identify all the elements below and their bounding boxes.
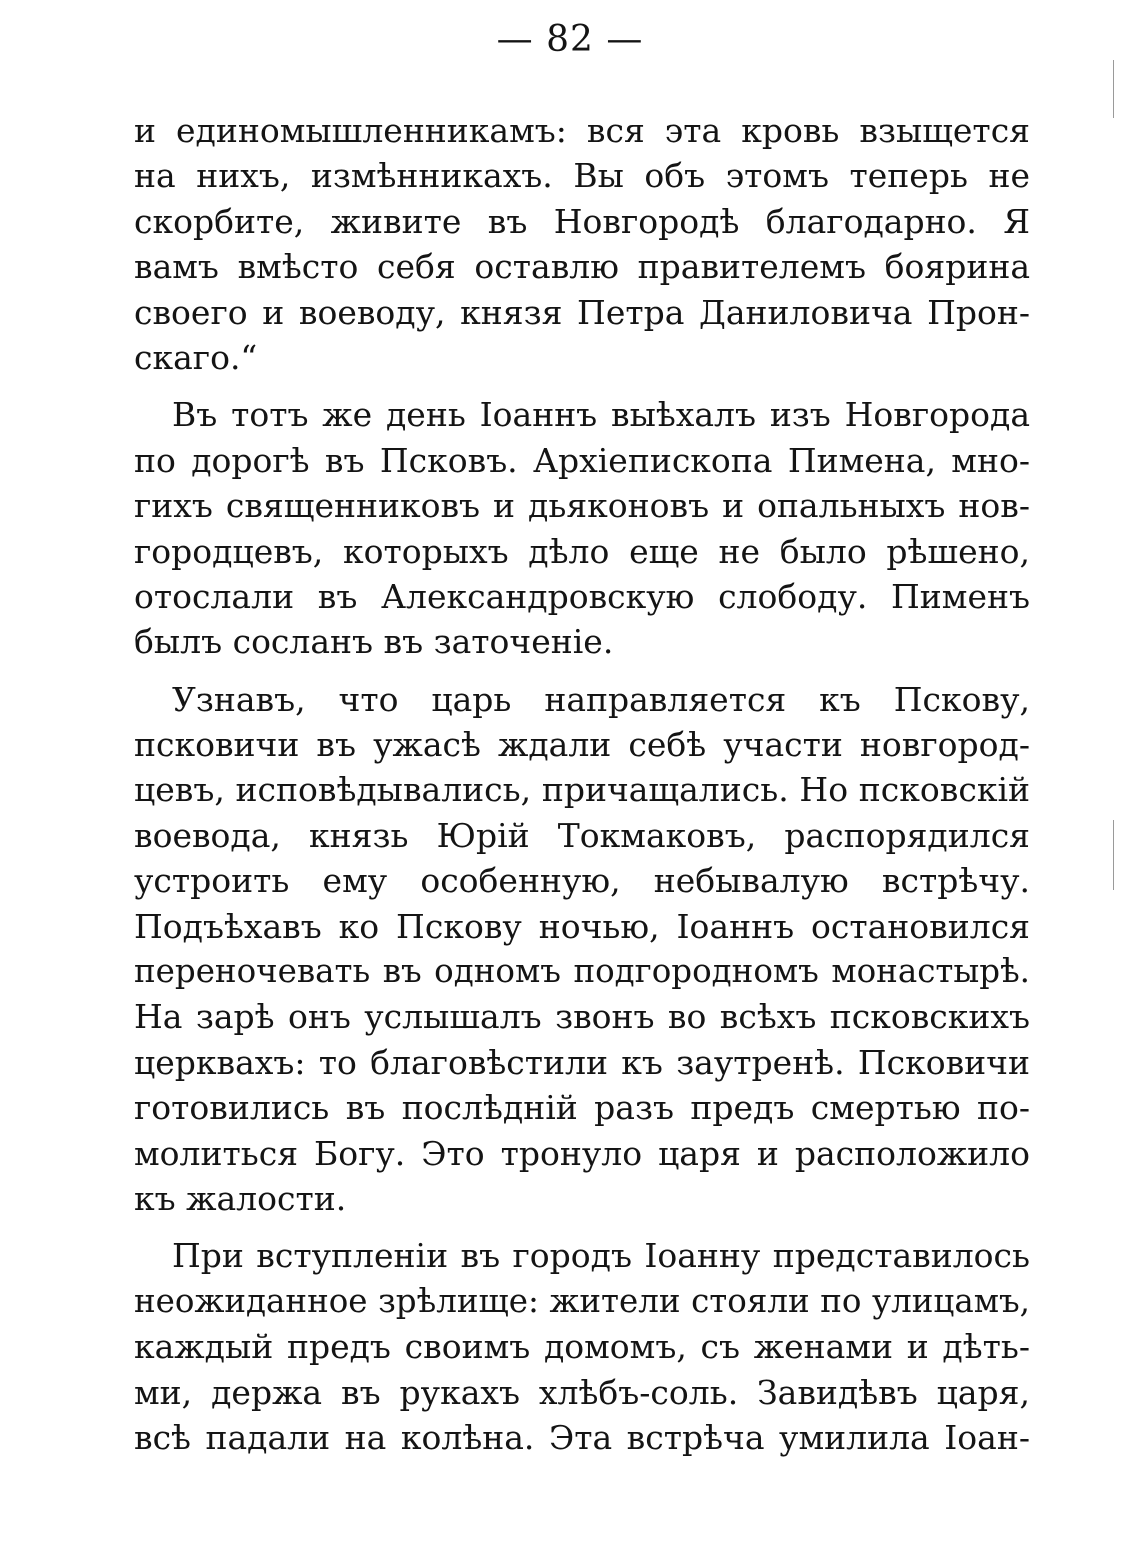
paragraph-gap <box>134 665 1030 677</box>
scan-edge-mark <box>1113 820 1114 890</box>
paragraph <box>134 108 1030 380</box>
text-line: неожиданное зрѣлище: жители стояли по улицамъ, <box>134 1281 1030 1320</box>
text-line: молиться Богу. Это тронуло царя и расположило <box>134 1133 1030 1173</box>
text-line: каждый предъ своимъ домомъ, съ женами и дѣть- <box>134 1327 1030 1367</box>
paragraph <box>134 1233 1030 1460</box>
paragraph-gap <box>134 380 1030 392</box>
text-line: скаго.“ <box>134 337 258 377</box>
text-line: цевъ, исповѣдывались, причащались. Но псковскій <box>134 770 1030 810</box>
text-line: воевода, князь Юрій Токмаковъ, распорядился <box>134 815 1030 855</box>
text-line: церквахъ: то благовѣстили къ заутренѣ. Псковичи <box>134 1042 1030 1082</box>
text-body <box>134 108 1030 1460</box>
text-line: устроить ему особенную, небывалую встрѣчу. <box>134 861 1030 901</box>
text-line: былъ сосланъ въ заточеніе. <box>134 622 614 662</box>
text-line: скорбите, живите въ Новгородѣ благодарно. Я <box>134 201 1030 241</box>
scan-edge-mark <box>1113 60 1114 118</box>
text-line: городцевъ, которыхъ дѣло еще не было рѣшено, <box>134 531 1030 571</box>
text-line: псковичи въ ужасѣ ждали себѣ участи новгород- <box>134 725 1030 765</box>
text-line: Подъѣхавъ ко Пскову ночью, Іоаннъ остановился <box>134 906 1030 946</box>
text-line: Узнавъ, что царь направляется къ Пскову, <box>172 679 1030 719</box>
page-number: — 82 — <box>496 19 644 60</box>
paragraph <box>134 677 1030 1222</box>
text-line: На зарѣ онъ услышалъ звонъ во всѣхъ псковскихъ <box>134 997 1030 1037</box>
paragraph <box>134 392 1030 664</box>
text-line: всѣ падали на колѣна. Эта встрѣча умилила Іоан- <box>134 1417 1030 1457</box>
text-line: Въ тотъ же день Іоаннъ выѣхалъ изъ Новгорода <box>172 395 1030 435</box>
text-line: гихъ священниковъ и дьяконовъ и опальныхъ нов- <box>134 486 1030 526</box>
text-line: и единомышленникамъ: вся эта кровь взыщется <box>134 111 1030 150</box>
text-line: При вступленіи въ городъ Іоанну представилось <box>172 1236 1030 1276</box>
text-line: вамъ вмѣсто себя оставлю правителемъ боярина <box>134 247 1030 287</box>
text-line: по дорогѣ въ Псковъ. Архіепископа Пимена, мно- <box>134 440 1030 480</box>
text-line: отослали въ Александровскую слободу. Пименъ <box>134 576 1030 616</box>
text-line: переночевать въ одномъ подгородномъ монастырѣ. <box>134 952 1030 991</box>
text-line: ми, держа въ рукахъ хлѣбъ-соль. Завидѣвъ царя, <box>134 1372 1030 1412</box>
text-line: готовились въ послѣдній разъ предъ смертью по- <box>134 1088 1030 1128</box>
text-line: своего и воеводу, князя Петра Даниловича Прон- <box>134 292 1030 332</box>
text-line: къ жалости. <box>134 1178 347 1218</box>
paragraph-gap <box>134 1221 1030 1233</box>
text-line: на нихъ, измѣнникахъ. Вы объ этомъ теперь не <box>134 156 1030 196</box>
